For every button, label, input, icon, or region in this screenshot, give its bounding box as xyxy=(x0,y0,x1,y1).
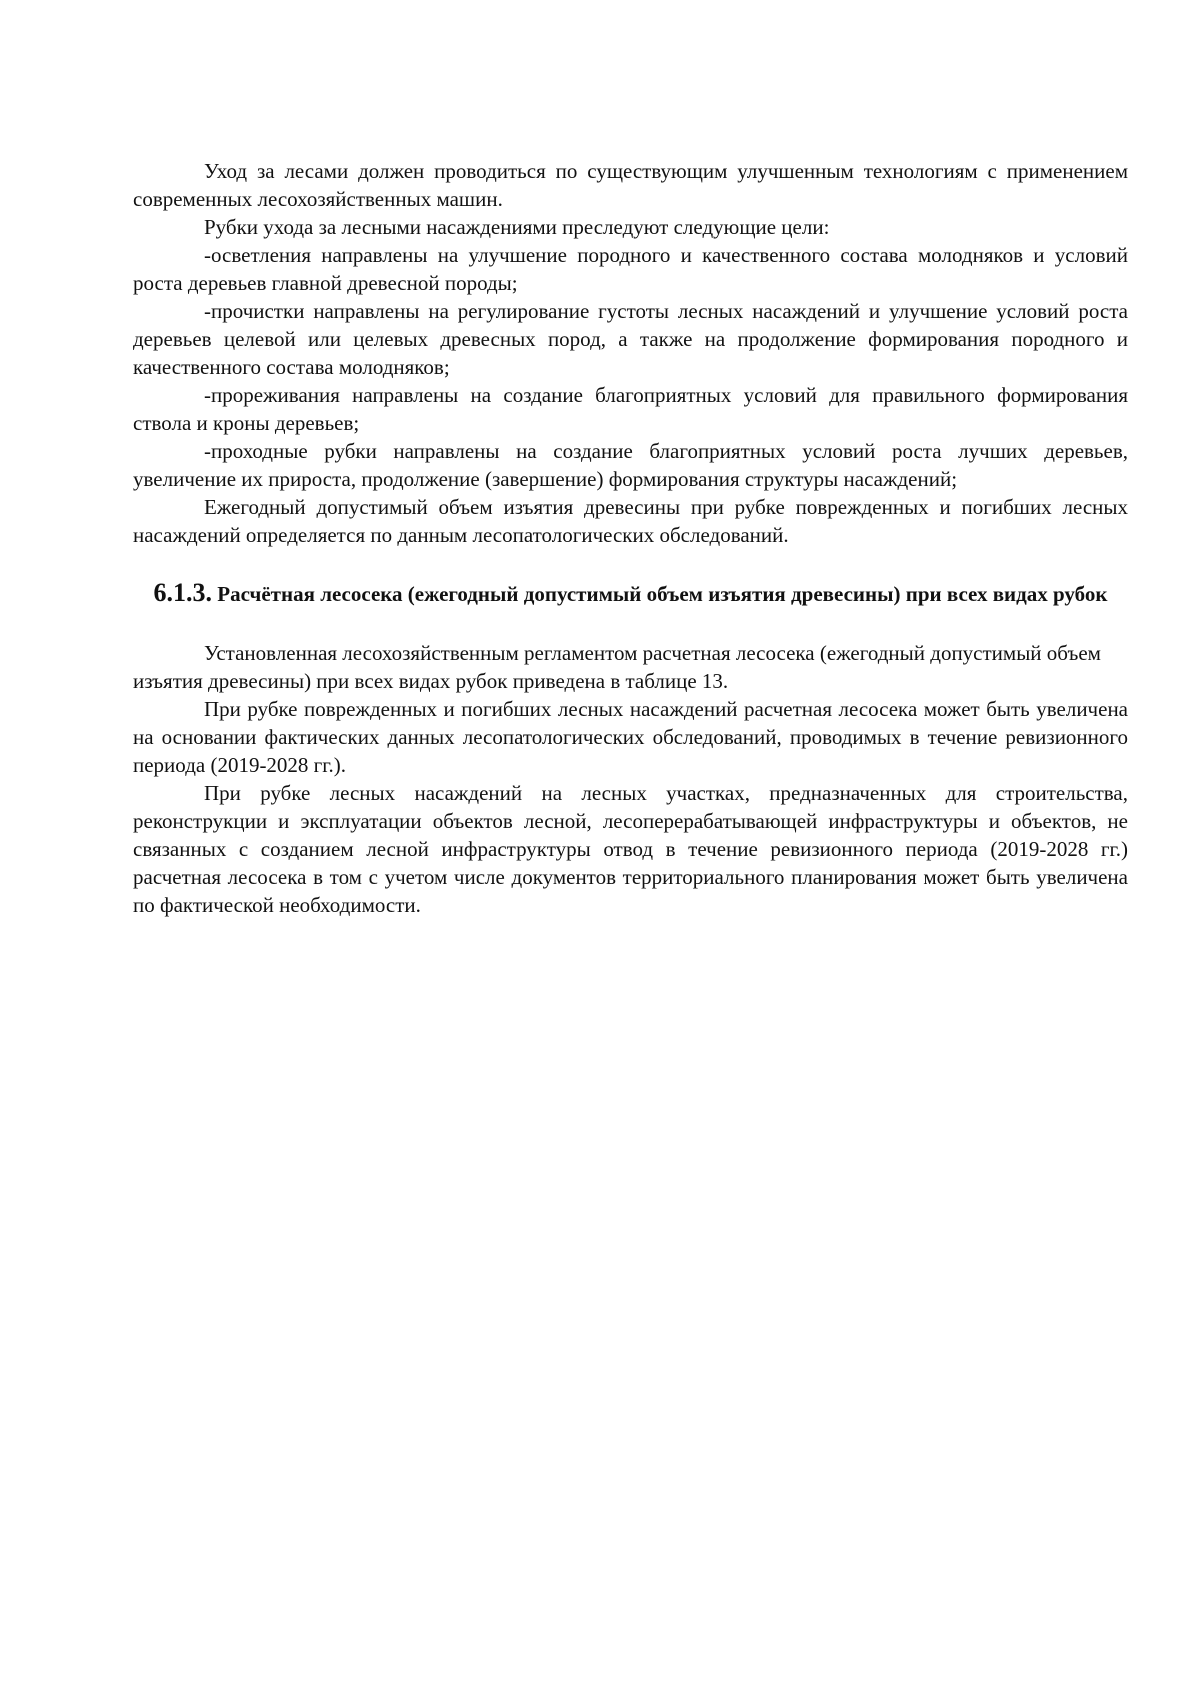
document-page xyxy=(133,157,1128,919)
paragraph: -осветления направлены на улучшение породного и качественного состава молодняков и условий роста деревьев главной древесной породы; xyxy=(133,243,1128,295)
paragraph: Ежегодный допустимый объем изъятия древесины при рубке поврежденных и погибших лесных насаждений определяется по данным лесопатологических обследований. xyxy=(133,495,1128,547)
paragraph: Уход за лесами должен проводиться по существующим улучшенным технологиям с применением современных лесохозяйственных машин. xyxy=(133,159,1128,211)
section-forest-care xyxy=(133,157,1128,549)
paragraph: -проходные рубки направлены на создание благоприятных условий роста лучших деревьев, увеличение их прироста, продолжение (завершение) формирования структуры насаждений; xyxy=(133,439,1128,491)
paragraph: При рубке лесных насаждений на лесных участках, предназначенных для строительства, реконструкции и эксплуатации объектов лесной, лесоперерабатывающей инфраструктуры и объектов, не связанных с созданием лесной инфраструктуры отвод в течение ревизионного периода (2019-2028 гг.) расчетная лесосека в том с учетом числе документов территориального планирования может быть увеличена по фактической необходимости. xyxy=(133,781,1128,917)
paragraph: Установленная лесохозяйственным регламентом расчетная лесосека (ежегодный допустимый объем изъятия древесины) при всех видах рубок приведена в таблице 13. xyxy=(133,641,1101,693)
section-heading xyxy=(133,579,1128,608)
section-number: 6.1.3. xyxy=(153,578,213,607)
section-title: Расчётная лесосека (ежегодный допустимый объем изъятия древесины) при всех видах рубок xyxy=(217,582,1108,606)
section-allowable-cut xyxy=(133,639,1128,919)
paragraph: -прореживания направлены на создание благоприятных условий для правильного формирования ствола и кроны деревьев; xyxy=(133,383,1128,435)
paragraph: При рубке поврежденных и погибших лесных насаждений расчетная лесосека может быть увеличена на основании фактических данных лесопатологических обследований, проводимых в течение ревизионного периода (2019-2028 гг.). xyxy=(133,697,1128,777)
paragraph: -прочистки направлены на регулирование густоты лесных насаждений и улучшение условий роста деревьев целевой или целевых древесных пород, а также на продолжение формирования породного и качественного состава молодняков; xyxy=(133,299,1128,379)
paragraph: Рубки ухода за лесными насаждениями преследуют следующие цели: xyxy=(204,215,830,239)
